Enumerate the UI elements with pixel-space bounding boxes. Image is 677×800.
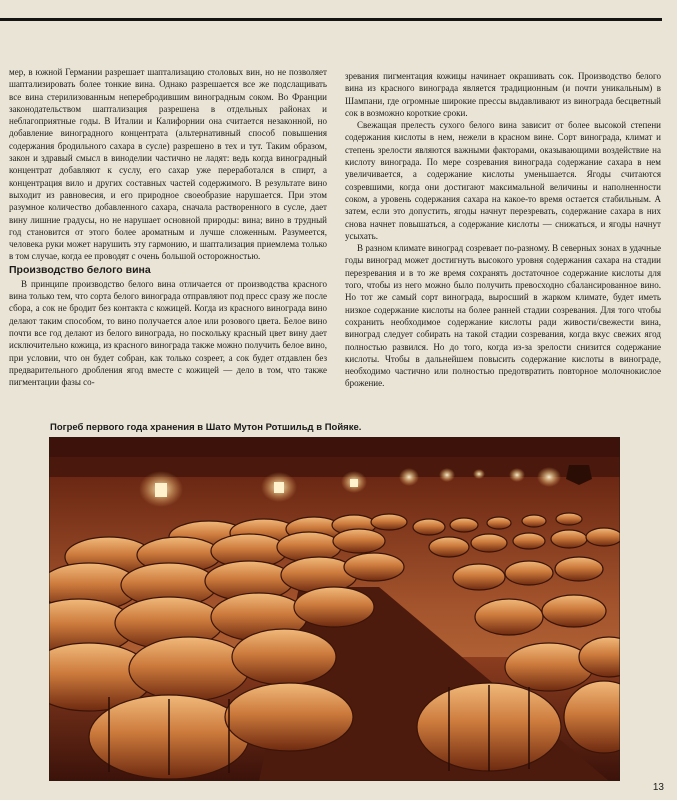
right-text-column [345,70,661,390]
left-text-column [9,66,327,388]
page-number: 13 [652,782,664,793]
paragraph: В принципе производство белого вина отличается от производства красного вина только тем, что сорта белого винограда отправляют под пресс сразу же после сбора, а сок не бродит без контакта с кожицей. Когда из красного винограда вино делают таким способом, то вино получается алое или розового цвета. Белое вино почти все год делают из белого винограда, но поскольку красный цвет вину дает исключительно кожица, из красного винограда также можно получить белое вино, при условии, что он будет собран, как только созреет, а сок будет отдавлен без предварительного дробления ягод вместе с кожицей — дело в том, что также пигментации фазы со- [9,278,327,388]
paragraph: зревания пигментация кожицы начинает окрашивать сок. Производство белого вина из красного винограда является традиционным (и почти уникальным) в Шампани, где огромные широкие прессы выдавливают из винограда бесцветный сок в возможно короткие сроки. [345,71,661,118]
paragraph: Свежащая прелесть сухого белого вина зависит от более высокой степени содержания кислоты в нем, нежели в красном вине. Сорт винограда, климат и степень зрелости являются важными факторами, оказывающими воздействие на кислоту винограда. По мере созревания винограда содержание сахара в нем увеличивается, а содержание кислоты уменьшается. Ягоды считаются созревшими, когда они достигают максимальной величины и наполненности соком, а уровень содержания сахара на какое-то время остается стабильным. А затем, если это допустить, ягоды начнут перезревать, содержание сахара в них снова начнет повышаться, а содержание кислоты — снижаться, и ягоды начнут усыхать. [345,120,661,241]
paragraph: мер, в южной Германии разрешает шаптализацию столовых вин, но не позволяет шаптализировать более тонкие вина. Однако разрешается все же подслащивать все вина стерилизованным неперебродившим виноградным соком. Во Франции законодательством шаптализация разрешена в отдельных районах и неблагоприятные годы. В Италии и Калифорнии она считается незаконной, но добавление виноградного концентрата (альтернативный способ повышения содержания бродильного сахара в сусле) разрешено в тех и тут. Таким образом, закон и здравый смысл в виноделии частично не ладят: ведь когда виноградный концентрат добавляют к суслу, его сахар уже переработался в спирт, а концентрация вило и других составных частей содержимого. В результате вино выходит из равновесия, и его природное своеобразие нарушается. При этом разумное количество добавленного сахара, сначала растворенного в сусле, дает вину лишние градусы, но не нарушает основной природы: вина; вино в трудный год становится от этого более ароматным и лучше сложенным. Разумеется, человека руки может нарушить эту гармонию, и шаптализация приемлема только в том случае, когда ее проводят с очень большой осторожностью. [9,67,327,262]
top-rule [0,18,662,21]
paragraph: В разном климате виноград созревает по-разному. В северных зонах в удачные годы виноград может достигнуть высокого уровня содержания сахара на стадии перезревания и в то же время сохранять достаточное содержание кислоты для того, чтобы из него можно было получить превосходно сбалансированное вино. Но тот же самый сорт винограда, выросший в жарком климате, будет иметь низкое содержание кислоты на более ранней стадии созревания. Для того чтобы сохранить необходимое содержание кислоты ради живости/свежести вина, виноград следует собирать на такой стадии созревания, когда вкус свежих ягод полностью развился. Но до того, когда из-за зрелости снизится содержание кислоты. Чтобы в дальнейшем повысить содержание кислоты в винограде, необходимо частично или полностью предотвратить повторное молочнокислое брожение. [345,243,661,389]
wine-cellar-photo [49,437,620,781]
section-heading: Производство белого вина [9,263,151,276]
figure-caption: Погреб первого года хранения в Шато Мутон Ротшильд в Пойяке. [50,422,362,433]
